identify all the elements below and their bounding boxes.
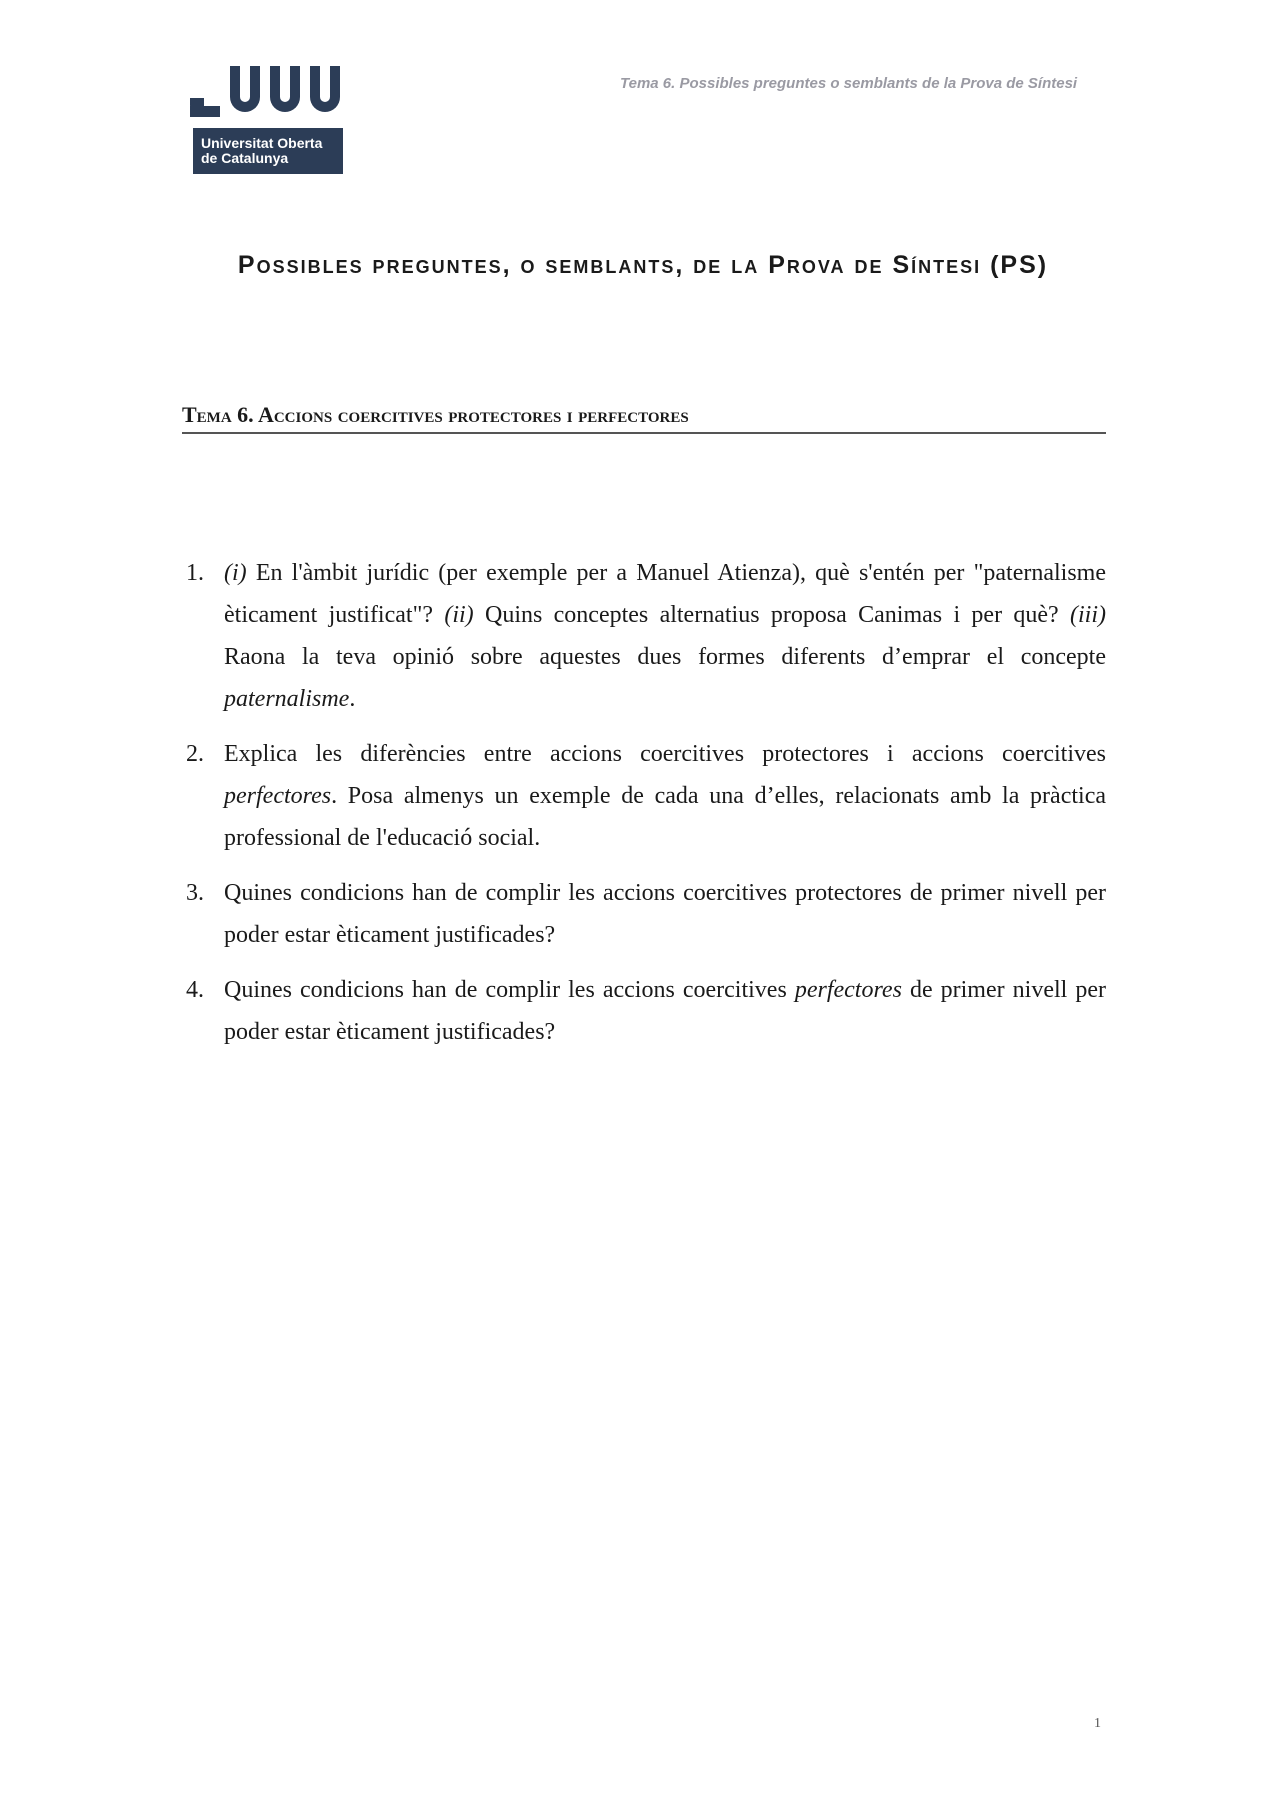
logo-letter-c	[310, 66, 340, 112]
section-heading: Tema 6. Accions coercitives protectores i perfectores	[182, 402, 1106, 434]
question-number: 3.	[186, 880, 204, 906]
question-list	[0, 552, 1280, 1066]
logo-letter-u	[230, 66, 260, 112]
question-number: 1.	[186, 560, 204, 586]
question-text: Raona la teva opinió sobre aquestes dues formes diferents d’emprar el concepte	[224, 644, 1106, 670]
question-text-italic: (ii)	[444, 602, 474, 628]
logo-letter-o	[270, 66, 300, 112]
question-item	[186, 969, 1106, 1053]
running-header	[620, 75, 1090, 104]
question-number: 4.	[186, 977, 204, 1003]
logo-line-2: de Catalunya	[201, 150, 289, 166]
uoc-logo-glyphs	[190, 82, 346, 118]
logo-line-1: Universitat Oberta	[201, 135, 323, 151]
question-text: de primer nivell per poder estar èticament justificades?	[224, 977, 1106, 1045]
question-text-italic: paternalisme	[224, 686, 350, 712]
question-text-italic: perfectores	[794, 977, 902, 1003]
question-text: .	[349, 686, 356, 712]
question-item	[186, 552, 1106, 720]
question-number: 2.	[186, 741, 204, 767]
question-text-italic: (iii)	[1070, 602, 1106, 628]
question-text: Explica les diferències entre accions coercitives protectores i accions coercitives	[224, 741, 1106, 767]
question-text: Quines condicions han de complir les accions coercitives	[224, 977, 795, 1003]
running-header-text: Tema 6. Possibles preguntes o semblants de la Prova de Síntesi	[620, 75, 1078, 92]
question-text-italic: perfectores	[224, 783, 332, 809]
question-item	[186, 733, 1106, 859]
question-text: En l'àmbit jurídic (per exemple per a Manuel Atienza), què s'entén per "paternalisme èticament justificat"?	[224, 560, 1106, 628]
question-text: Quines condicions han de complir les accions coercitives protectores de primer nivell per poder estar èticament justificades?	[224, 880, 1106, 948]
question-text: . Posa almenys un exemple de cada una d’elles, relacionats amb la pràctica professional de l'educació social.	[224, 783, 1106, 851]
question-text: Quins conceptes alternatius proposa Canimas i per què?	[473, 602, 1070, 628]
logo-bar	[190, 106, 220, 117]
logo-wordmark	[193, 128, 343, 174]
document-title: Possibles preguntes, o semblants, de la Prova de Síntesi (PS)	[237, 251, 1049, 279]
question-item	[186, 872, 1106, 956]
uoc-logo	[190, 82, 346, 174]
question-text-italic: (i)	[224, 560, 247, 586]
page-number: 1	[1094, 1716, 1101, 1731]
